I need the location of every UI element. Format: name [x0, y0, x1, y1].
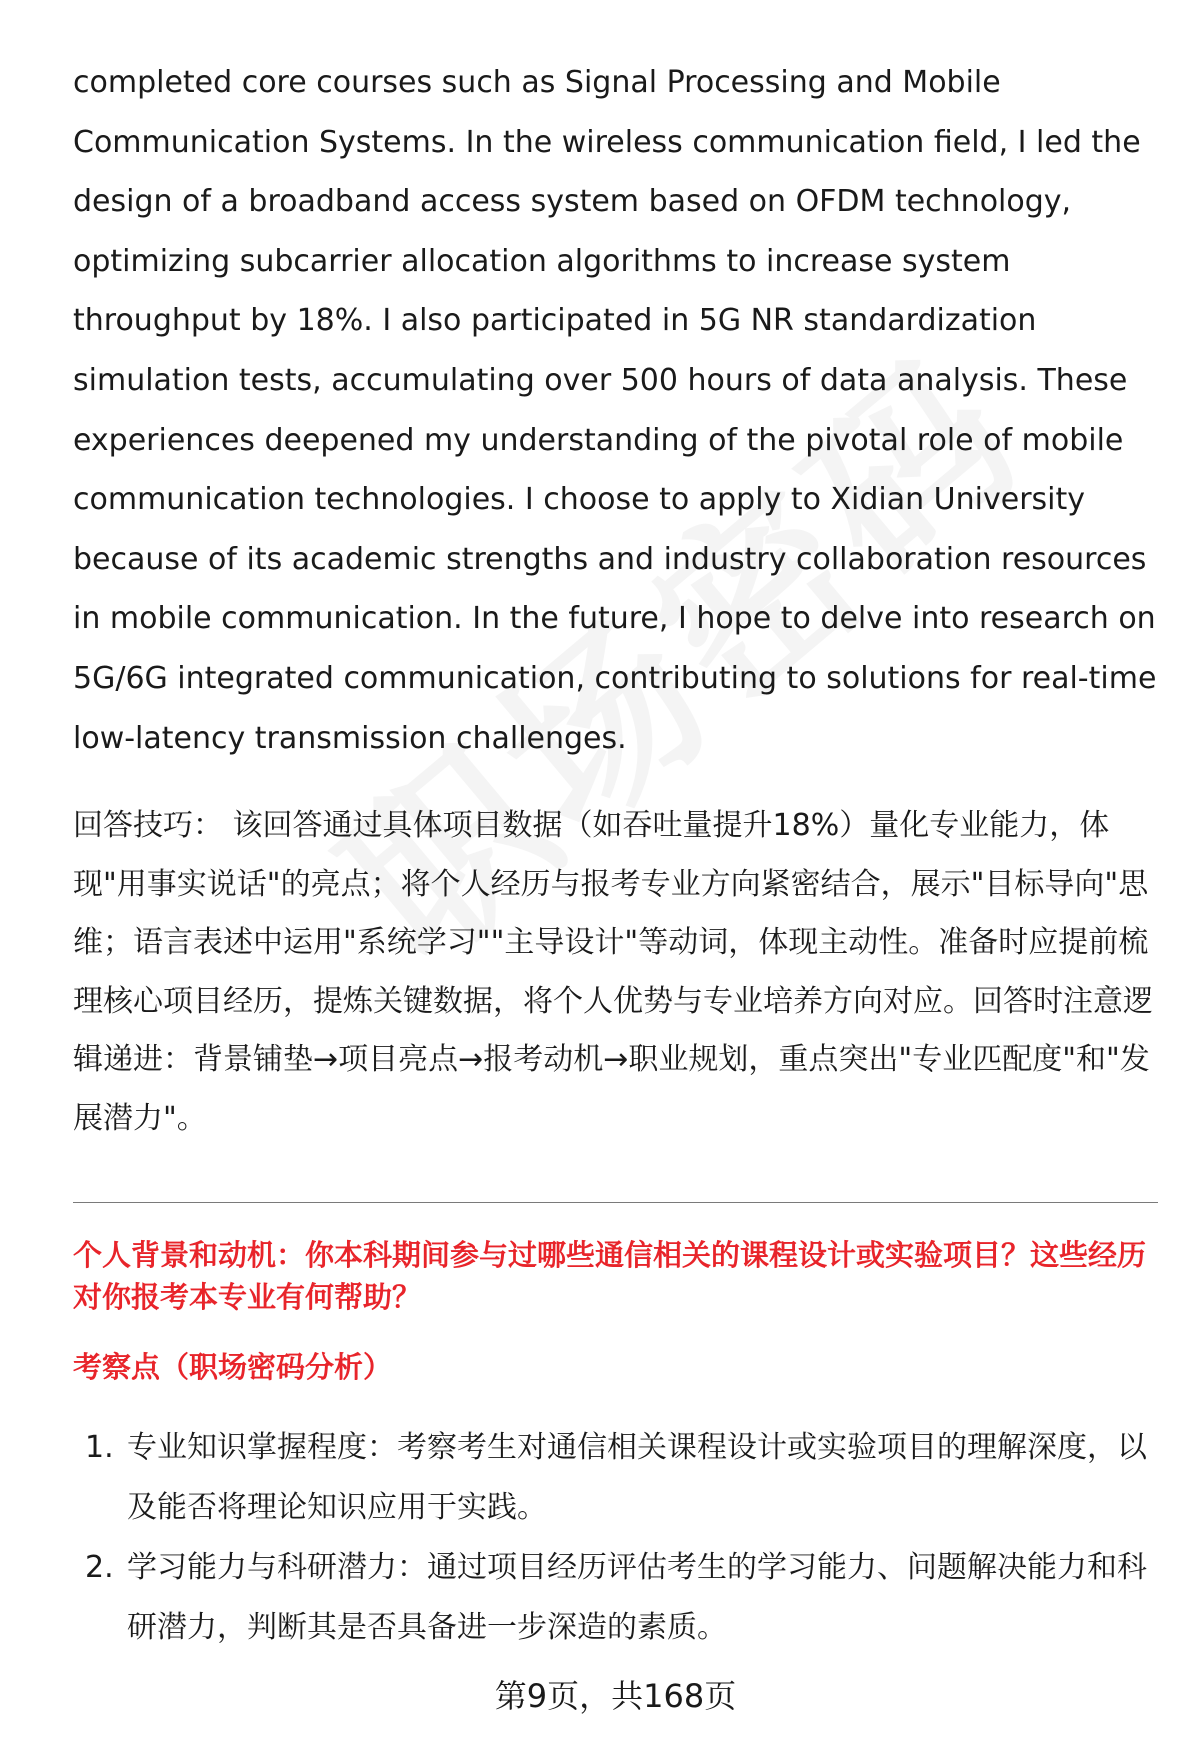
list-item-text: 专业知识掌握程度：考察考生对通信相关课程设计或实验项目的理解深度，以及能否将理论知识应用于实践。: [127, 1430, 1147, 1525]
intro-paragraph: completed core courses such as Signal Processing and Mobile Communication Systems. In the wireless communication field, I led the design of a broadband access system based on OFDM technology, optimizing subcarrier allocation algorithms to increase system throughput by 18%. I also participated in 5G NR standardization simulation tests, accumulating over 500 hours of data analysis. These experiences deepened my understanding of the pivotal role of mobile communication technologies. I choose to apply to Xidian University because of its academic strengths and industry collaboration resources in mobile communication. In the future, I hope to delve into research on 5G/6G integrated communication, contributing to solutions for real-time low-latency transmission challenges.: [73, 65, 1157, 756]
list-item-text: 学习能力与科研潜力：通过项目经历评估考生的学习能力、问题解决能力和科研潜力，判断其是否具备进一步深造的素质。: [127, 1550, 1147, 1645]
list-item-number: 1.: [85, 1430, 114, 1465]
document-page: [73, 0, 1158, 1755]
list-item-number: 2.: [85, 1550, 114, 1585]
section-divider: [73, 1202, 1158, 1203]
tips-paragraph: 回答技巧： 该回答通过具体项目数据（如吞吐量提升18%）量化专业能力，体现"用事实说话"的亮点；将个人经历与报考专业方向紧密结合，展示"目标导向"思维；语言表述中运用"系统学习""主导设计"等动词，体现主动性。准备时应提前梳理核心项目经历，提炼关键数据，将个人优势与专业培养方向对应。回答时注意逻辑递进：背景铺垫→项目亮点→报考动机→职业规划，重点突出"专业匹配度"和"发展潜力"。: [73, 808, 1153, 1136]
section-heading: 考察点（职场密码分析）: [73, 1350, 393, 1384]
points-list: [73, 1418, 1158, 1658]
page-footer: 第9页，共168页: [494, 1677, 737, 1715]
question-heading: 个人背景和动机：你本科期间参与过哪些通信相关的课程设计或实验项目？这些经历对你报考本专业有何帮助？: [73, 1238, 1147, 1314]
list-item: [73, 1538, 1158, 1658]
list-item: [73, 1418, 1158, 1538]
